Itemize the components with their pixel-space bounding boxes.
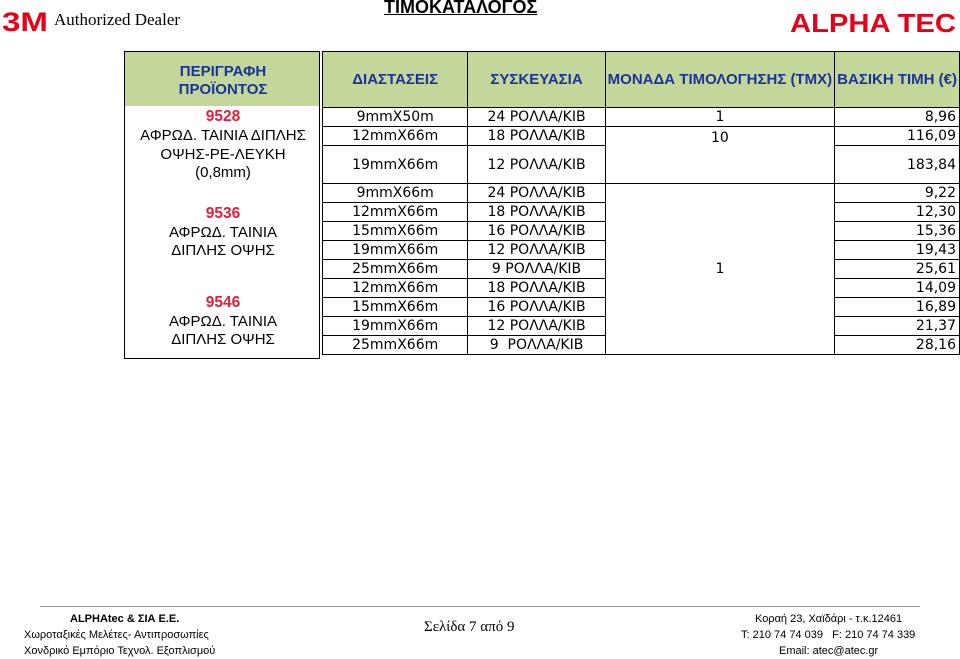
authorized-dealer-label: Authorized Dealer — [54, 10, 181, 29]
product-9528-line2: ΟΨΗΣ-ΡΕ-ΛΕΥΚΗ — [160, 146, 286, 163]
dimension-cell: 19mmX66m — [323, 241, 468, 260]
packaging-cell: 18 ΡΟΛΛΑ/ΚΙΒ — [468, 279, 605, 298]
col-billing-unit: ΜΟΝΑΔΑ ΤΙΜΟΛΟΓΗΣΗΣ (ΤΜΧ) — [605, 52, 834, 108]
product-9536-line1: ΑΦΡΩΔ. ΤΑΙΝΙΑ — [168, 224, 278, 241]
price-cell: 21,37 — [835, 317, 960, 336]
price-cell: 28,16 — [835, 336, 960, 355]
unit-cell: 10 — [605, 127, 834, 184]
table-header-row — [323, 52, 960, 108]
packaging-cell: 9 ΡΟΛΛΑ/ΚΙΒ — [468, 260, 605, 279]
description-header: ΠΕΡΙΓΡΑΦΗ ΠΡΟΪΟΝΤΟΣ — [178, 63, 268, 98]
price-cell: 8,96 — [835, 108, 960, 127]
table-row — [323, 127, 960, 146]
product-9536-line2: ΔΙΠΛΗΣ ΟΨΗΣ — [171, 242, 275, 259]
price-cell: 183,84 — [835, 146, 960, 184]
price-cell: 9,22 — [835, 184, 960, 203]
page-number: Σελίδα 7 από 9 — [424, 619, 515, 635]
dimension-cell: 25mmX66m — [323, 260, 468, 279]
col-base-price: ΒΑΣΙΚΗ ΤΙΜΗ (€) — [835, 52, 960, 108]
3m-logo — [2, 8, 50, 34]
packaging-cell: 24 ΡΟΛΛΑ/ΚΙΒ — [468, 184, 605, 203]
footer-company: ALPHAtec & ΣΙΑ Ε.Ε. — [70, 613, 180, 625]
table-row — [323, 108, 960, 127]
dimension-cell: 9mmX66m — [323, 184, 468, 203]
unit-cell: 1 — [605, 184, 834, 355]
dimension-cell: 12mmX66m — [323, 203, 468, 222]
packaging-cell: 18 ΡΟΛΛΑ/ΚΙΒ — [468, 203, 605, 222]
product-9528-line1: ΑΦΡΩΔ. ΤΑΙΝΙΑ ΔΙΠΛΗΣ — [140, 127, 306, 144]
product-code-9546: 9546 — [205, 294, 241, 311]
packaging-cell: 9 ΡΟΛΛΑ/ΚΙΒ — [468, 336, 605, 355]
price-cell: 25,61 — [835, 260, 960, 279]
col-dimensions: ΔΙΑΣΤΑΣΕΙΣ — [323, 52, 468, 108]
dimension-cell: 12mmX66m — [323, 127, 468, 146]
alpha-tec-logo — [790, 10, 958, 36]
unit-cell: 1 — [605, 108, 834, 127]
price-cell: 15,36 — [835, 222, 960, 241]
price-cell: 12,30 — [835, 203, 960, 222]
product-9546-line1: ΑΦΡΩΔ. ΤΑΙΝΙΑ — [168, 313, 278, 330]
packaging-cell: 18 ΡΟΛΛΑ/ΚΙΒ — [468, 127, 605, 146]
dimension-cell: 25mmX66m — [323, 336, 468, 355]
price-cell: 116,09 — [835, 127, 960, 146]
packaging-cell: 12 ΡΟΛΛΑ/ΚΙΒ — [468, 146, 605, 184]
product-code-9536: 9536 — [205, 205, 241, 222]
packaging-cell: 24 ΡΟΛΛΑ/ΚΙΒ — [468, 108, 605, 127]
price-table — [322, 51, 960, 355]
product-9546-line2: ΔΙΠΛΗΣ ΟΨΗΣ — [171, 331, 275, 348]
product-code-9528: 9528 — [205, 108, 241, 125]
packaging-cell: 12 ΡΟΛΛΑ/ΚΙΒ — [468, 317, 605, 336]
dimension-cell: 12mmX66m — [323, 279, 468, 298]
footer-phone: T: 210 74 74 039 F: 210 74 74 339 — [741, 629, 916, 641]
footer-divider — [40, 606, 920, 607]
product-9528-line3: (0,8mm) — [195, 164, 251, 181]
footer-email: Email: atec@atec.gr — [779, 645, 879, 657]
footer-description-2: Χονδρικό Εμπόριο Τεχνολ. Εξοπλισμού — [24, 645, 216, 657]
footer-address: Κοραή 23, Χαϊδάρι - τ.κ.12461 — [755, 613, 903, 625]
price-cell: 19,43 — [835, 241, 960, 260]
dimension-cell: 15mmX66m — [323, 222, 468, 241]
dimension-cell: 19mmX66m — [323, 146, 468, 184]
description-panel — [124, 51, 320, 359]
dimension-cell: 19mmX66m — [323, 317, 468, 336]
alpha-tec-logo-text: ALPHA TEC — [790, 10, 957, 36]
table-row — [323, 184, 960, 203]
footer-description-1: Χωροταξικές Μελέτες- Αντιπροσωπίες — [24, 629, 209, 641]
3m-logo-text: 3M — [2, 8, 48, 34]
dimension-cell: 9mmX50m — [323, 108, 468, 127]
dimension-cell: 15mmX66m — [323, 298, 468, 317]
packaging-cell: 12 ΡΟΛΛΑ/ΚΙΒ — [468, 241, 605, 260]
packaging-cell: 16 ΡΟΛΛΑ/ΚΙΒ — [468, 298, 605, 317]
page-title: ΤΙΜΟΚΑΤΑΛΟΓΟΣ — [384, 0, 538, 17]
price-cell: 14,09 — [835, 279, 960, 298]
packaging-cell: 16 ΡΟΛΛΑ/ΚΙΒ — [468, 222, 605, 241]
price-cell: 16,89 — [835, 298, 960, 317]
col-packaging: ΣΥΣΚΕΥΑΣΙΑ — [468, 52, 605, 108]
